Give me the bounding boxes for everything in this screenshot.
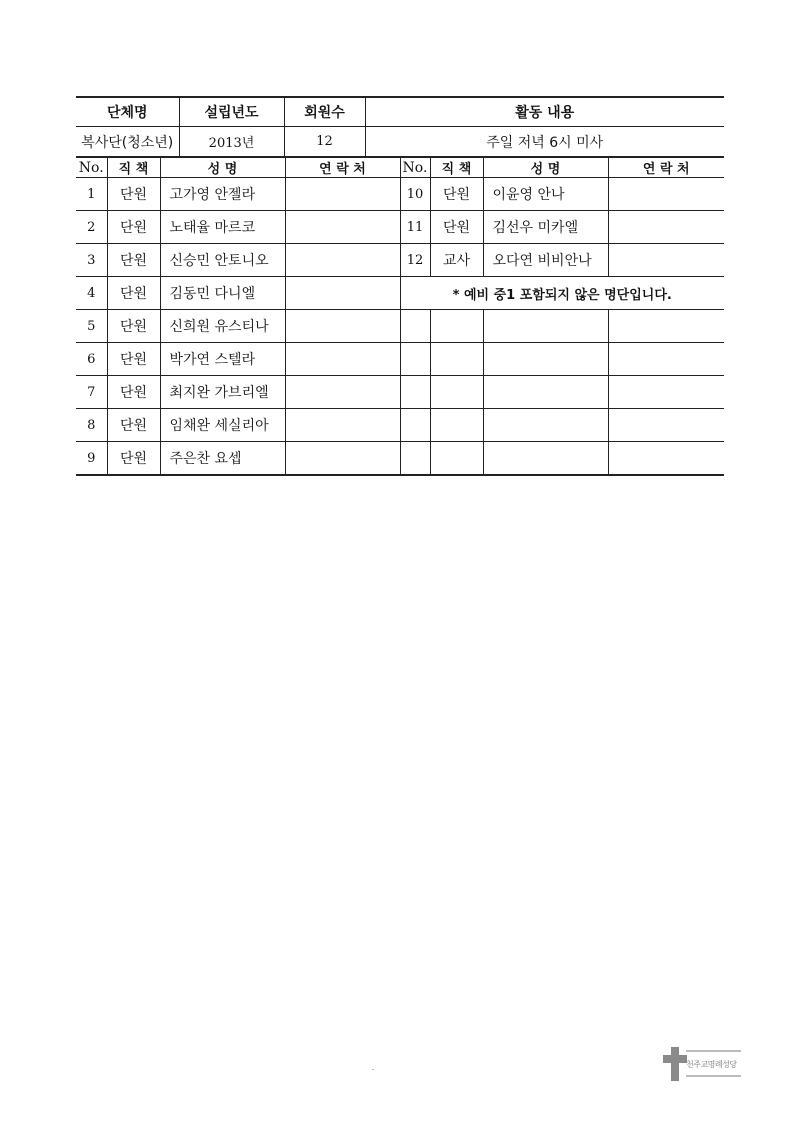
table-row (76, 343, 724, 376)
roster-note: * 예비 중1 포함되지 않은 명단입니다. (400, 277, 724, 310)
table-row (76, 178, 724, 211)
member-name: 오다연 비비안나 (483, 244, 608, 277)
member-no: 3 (76, 244, 107, 277)
member-table (76, 157, 724, 476)
empty-cell (483, 343, 608, 376)
member-no: 8 (76, 409, 107, 442)
member-role: 단원 (107, 343, 160, 376)
member-header-row (76, 158, 724, 178)
empty-cell (483, 376, 608, 409)
empty-cell (608, 343, 724, 376)
header-role: 직 책 (107, 158, 160, 178)
member-no: 1 (76, 178, 107, 211)
empty-cell (430, 409, 483, 442)
roster-sheet (76, 96, 724, 476)
member-contact (285, 178, 400, 211)
header-contact: 연 락 처 (285, 158, 400, 178)
member-role: 단원 (107, 244, 160, 277)
table-row (76, 244, 724, 277)
member-no: 9 (76, 442, 107, 476)
header-name: 성 명 (483, 158, 608, 178)
member-contact (285, 211, 400, 244)
empty-cell (430, 343, 483, 376)
member-name: 김선우 미카엘 (483, 211, 608, 244)
member-no: 6 (76, 343, 107, 376)
parish-logo (662, 1045, 752, 1085)
header-contact: 연 락 처 (608, 158, 724, 178)
member-name: 김동민 다니엘 (160, 277, 285, 310)
empty-cell (400, 343, 430, 376)
member-role: 교사 (430, 244, 483, 277)
empty-cell (430, 310, 483, 343)
empty-cell (430, 442, 483, 476)
value-group-name: 복사단(청소년) (76, 127, 179, 157)
table-row (76, 310, 724, 343)
member-role: 단원 (107, 442, 160, 476)
empty-cell (400, 376, 430, 409)
empty-cell (400, 442, 430, 476)
member-no: 7 (76, 376, 107, 409)
member-no: 12 (400, 244, 430, 277)
table-row (76, 376, 724, 409)
member-name: 최지완 가브리엘 (160, 376, 285, 409)
logo-rule (686, 1075, 741, 1077)
member-contact (608, 178, 724, 211)
member-contact (285, 343, 400, 376)
member-contact (285, 244, 400, 277)
member-contact (285, 310, 400, 343)
member-name: 이윤영 안나 (483, 178, 608, 211)
member-contact (285, 409, 400, 442)
member-name: 고가영 안젤라 (160, 178, 285, 211)
member-no: 2 (76, 211, 107, 244)
empty-cell (400, 409, 430, 442)
member-name: 임채완 세실리아 (160, 409, 285, 442)
header-name: 성 명 (160, 158, 285, 178)
cross-icon (662, 1047, 688, 1081)
header-group-name: 단체명 (76, 97, 179, 127)
table-row (76, 211, 724, 244)
member-name: 박가연 스텔라 (160, 343, 285, 376)
header-member-count: 회원수 (284, 97, 365, 127)
member-contact (285, 376, 400, 409)
member-role: 단원 (430, 211, 483, 244)
member-contact (608, 211, 724, 244)
member-contact (285, 277, 400, 310)
member-no: 10 (400, 178, 430, 211)
table-row (76, 277, 724, 310)
empty-cell (483, 310, 608, 343)
group-info-table (76, 96, 724, 157)
member-contact (608, 244, 724, 277)
member-role: 단원 (107, 376, 160, 409)
group-info-header-row (76, 97, 724, 127)
header-founded-year: 설립년도 (179, 97, 284, 127)
empty-cell (483, 442, 608, 476)
page-speck (372, 1069, 374, 1070)
table-row (76, 442, 724, 476)
empty-cell (608, 376, 724, 409)
member-no: 4 (76, 277, 107, 310)
member-role: 단원 (107, 211, 160, 244)
member-role: 단원 (430, 178, 483, 211)
member-role: 단원 (107, 178, 160, 211)
member-role: 단원 (107, 277, 160, 310)
table-row (76, 409, 724, 442)
member-name: 노태율 마르코 (160, 211, 285, 244)
empty-cell (483, 409, 608, 442)
header-no: No. (400, 158, 430, 178)
member-role: 단원 (107, 409, 160, 442)
header-no: No. (76, 158, 107, 178)
member-contact (285, 442, 400, 476)
value-member-count: 12 (284, 127, 365, 157)
member-name: 주은찬 요셉 (160, 442, 285, 476)
value-founded-year: 2013년 (179, 127, 284, 157)
member-name: 신승민 안토니오 (160, 244, 285, 277)
member-no: 11 (400, 211, 430, 244)
header-role: 직 책 (430, 158, 483, 178)
empty-cell (400, 310, 430, 343)
logo-rule (686, 1050, 741, 1052)
empty-cell (608, 310, 724, 343)
member-role: 단원 (107, 310, 160, 343)
header-activity: 활동 내용 (365, 97, 724, 127)
member-no: 5 (76, 310, 107, 343)
group-info-value-row (76, 127, 724, 157)
value-activity: 주일 저녁 6시 미사 (365, 127, 724, 157)
empty-cell (430, 376, 483, 409)
empty-cell (608, 442, 724, 476)
member-name: 신희원 유스티나 (160, 310, 285, 343)
empty-cell (608, 409, 724, 442)
logo-text: 천주교명례성당 (686, 1060, 737, 1069)
